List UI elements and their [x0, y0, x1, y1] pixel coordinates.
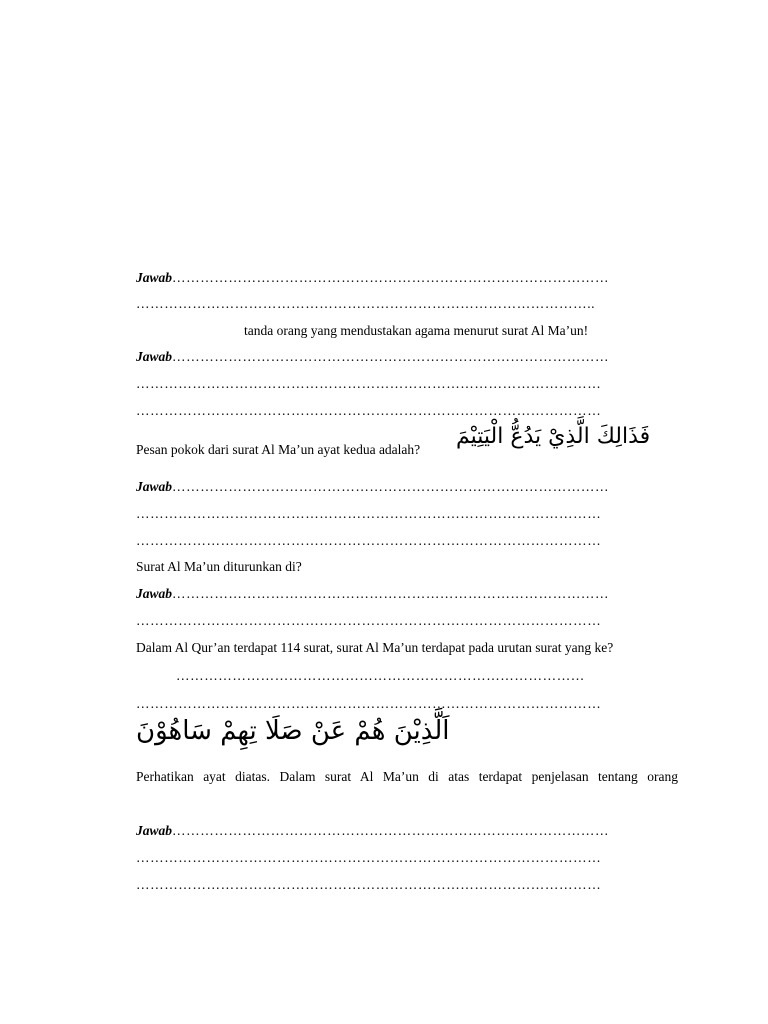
arabic-verse-2: فَذَالِكَ الَّذِيْ يَدُعُّ الْيَتِيْمَ: [456, 424, 651, 449]
answer-dots: …………………………………………………………………………………: [172, 349, 610, 364]
question-perhatikan: Perhatikan ayat diatas. Dalam surat Al Ma’un di atas terdapat penjelasan tentang orang: [136, 769, 678, 784]
jawab-label: Jawab: [136, 270, 173, 285]
answer-line: [136, 479, 678, 495]
answer-dots-line: ………………………………………………………………………………………: [136, 877, 602, 892]
question-pesan: Pesan pokok dari surat Al Ma’un ayat kedua adalah?: [136, 442, 421, 457]
answer-dots: …………………………………………………………………………………: [172, 823, 610, 838]
answer-dots-line: ………………………………………………………………………………………: [136, 533, 602, 548]
answer-line: [136, 349, 678, 365]
question-urutan: Dalam Al Qur’an terdapat 114 surat, surat Al Ma’un terdapat pada urutan surat yang ke?: [136, 640, 614, 655]
answer-dots-line: ………………………………………………………………………………………: [136, 376, 602, 391]
jawab-label: Jawab: [136, 823, 173, 838]
answer-dots: …………………………………………………………………………………: [172, 586, 610, 601]
jawab-label: Jawab: [136, 479, 173, 494]
answer-line: [136, 586, 678, 602]
question-tanda: tanda orang yang mendustakan agama menurut surat Al Ma’un!: [244, 323, 589, 338]
jawab-label: Jawab: [136, 349, 173, 364]
answer-line: [136, 270, 678, 286]
answer-line: [136, 823, 678, 839]
answer-dots-line: ………………………………………………………………………………………: [136, 613, 602, 628]
arabic-verse-5: اَلَّذِيْنَ هُمْ عَنْ صَلَا تِهِمْ سَاهُوْنَ: [136, 716, 450, 746]
answer-dots-line: ……………………………………………………………………………………..: [136, 296, 596, 311]
answer-dots-line: ………………………………………………………………………………………: [136, 506, 602, 521]
answer-dots-line: ……………………………………………………………………………: [176, 668, 585, 683]
answer-dots: …………………………………………………………………………………: [172, 479, 610, 494]
question-diturunkan: Surat Al Ma’un diturunkan di?: [136, 559, 302, 574]
answer-dots-line: ………………………………………………………………………………………: [136, 696, 602, 711]
answer-dots-line: ………………………………………………………………………………………: [136, 850, 602, 865]
answer-dots-line: ………………………………………………………………………………………: [136, 403, 602, 418]
answer-dots: …………………………………………………………………………………: [172, 270, 610, 285]
jawab-label: Jawab: [136, 586, 173, 601]
